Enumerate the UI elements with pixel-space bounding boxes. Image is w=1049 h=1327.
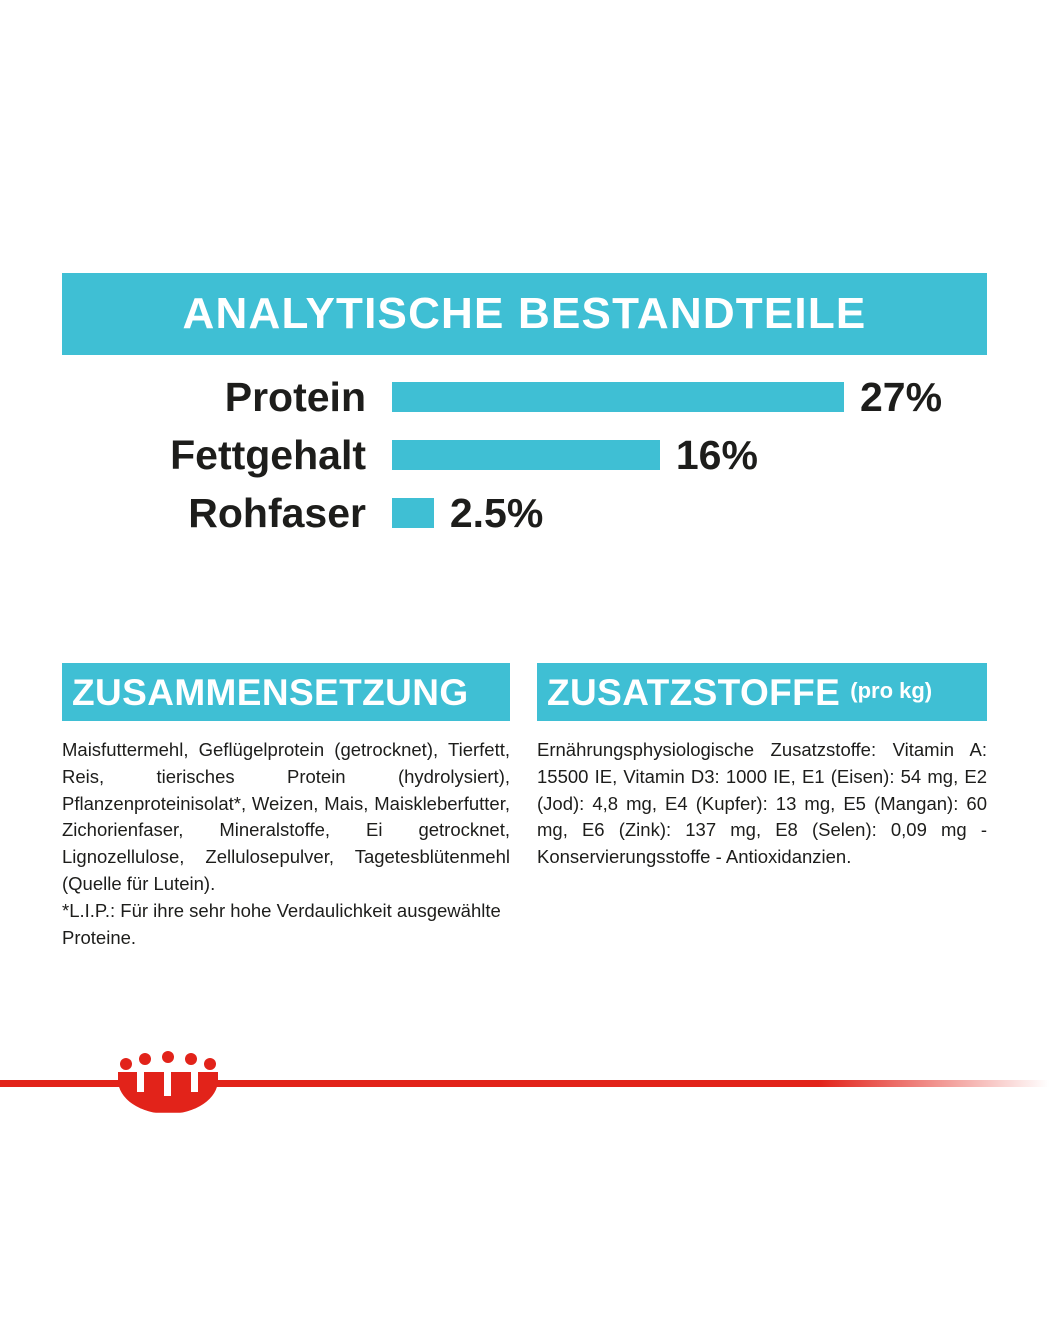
bar-fill-fibre <box>392 498 434 528</box>
additives-block <box>537 663 987 871</box>
bar-label-protein: Protein <box>224 373 366 420</box>
bar-track-protein <box>392 373 943 420</box>
composition-block <box>62 663 510 952</box>
bar-fill-fat <box>392 440 660 470</box>
bar-track-fibre <box>392 489 544 536</box>
analytical-bar-chart <box>62 368 987 542</box>
composition-text: Maisfuttermehl, Geflügelprotein (getrocknet), Tierfett, Reis, tierisches Protein (hydrolysiert), Pflanzenproteinisolat*, Weizen, Mais, Maiskleberfutter, Zichorienfaser, Mineralstoffe, Ei getrocknet, Lignozellulose, Zellulosepulver, Tagetesblütenmehl (Quelle für Lutein). <box>62 739 510 895</box>
analytical-constituents-header <box>62 273 987 355</box>
analytical-constituents-title: ANALYTISCHE BESTANDTEILE <box>182 289 867 338</box>
additives-body <box>537 737 987 871</box>
royal-canin-crown-icon <box>118 1052 218 1114</box>
bar-value-protein: 27% <box>860 373 943 420</box>
additives-subtitle: (pro kg) <box>850 678 933 703</box>
additives-text: Ernährungsphysiologische Zusatzstoffe: Vitamin A: 15500 IE, Vitamin D3: 1000 IE, E1 (Eisen): 54 mg, E2 (Jod): 4,8 mg, E4 (Kupfer): 13 mg, E5 (Mangan): 60 mg, E6 (Zink): 137 mg, E8 (Selen): 0,09 mg - Konservierungsstoffe - Antioxidanzien. <box>537 739 987 868</box>
brand-footer <box>0 1068 1049 1188</box>
bar-fill-protein <box>392 382 844 412</box>
composition-footnote: *L.I.P.: Für ihre sehr hohe Verdaulichkeit ausgewählte Proteine. <box>62 899 501 948</box>
additives-header <box>537 663 987 721</box>
composition-body <box>62 737 510 952</box>
bar-value-fat: 16% <box>675 431 758 478</box>
bar-track-fat <box>392 431 758 478</box>
composition-title: ZUSAMMENSETZUNG <box>72 671 469 713</box>
composition-header <box>62 663 510 721</box>
bar-row-protein <box>62 368 987 426</box>
bar-label-fibre: Rohfaser <box>188 489 366 536</box>
bar-value-fibre: 2.5% <box>449 489 544 536</box>
bar-row-fat <box>62 426 987 484</box>
bar-label-fat: Fettgehalt <box>170 431 366 478</box>
additives-title: ZUSATZSTOFFE <box>547 671 841 713</box>
bar-row-fibre <box>62 484 987 542</box>
